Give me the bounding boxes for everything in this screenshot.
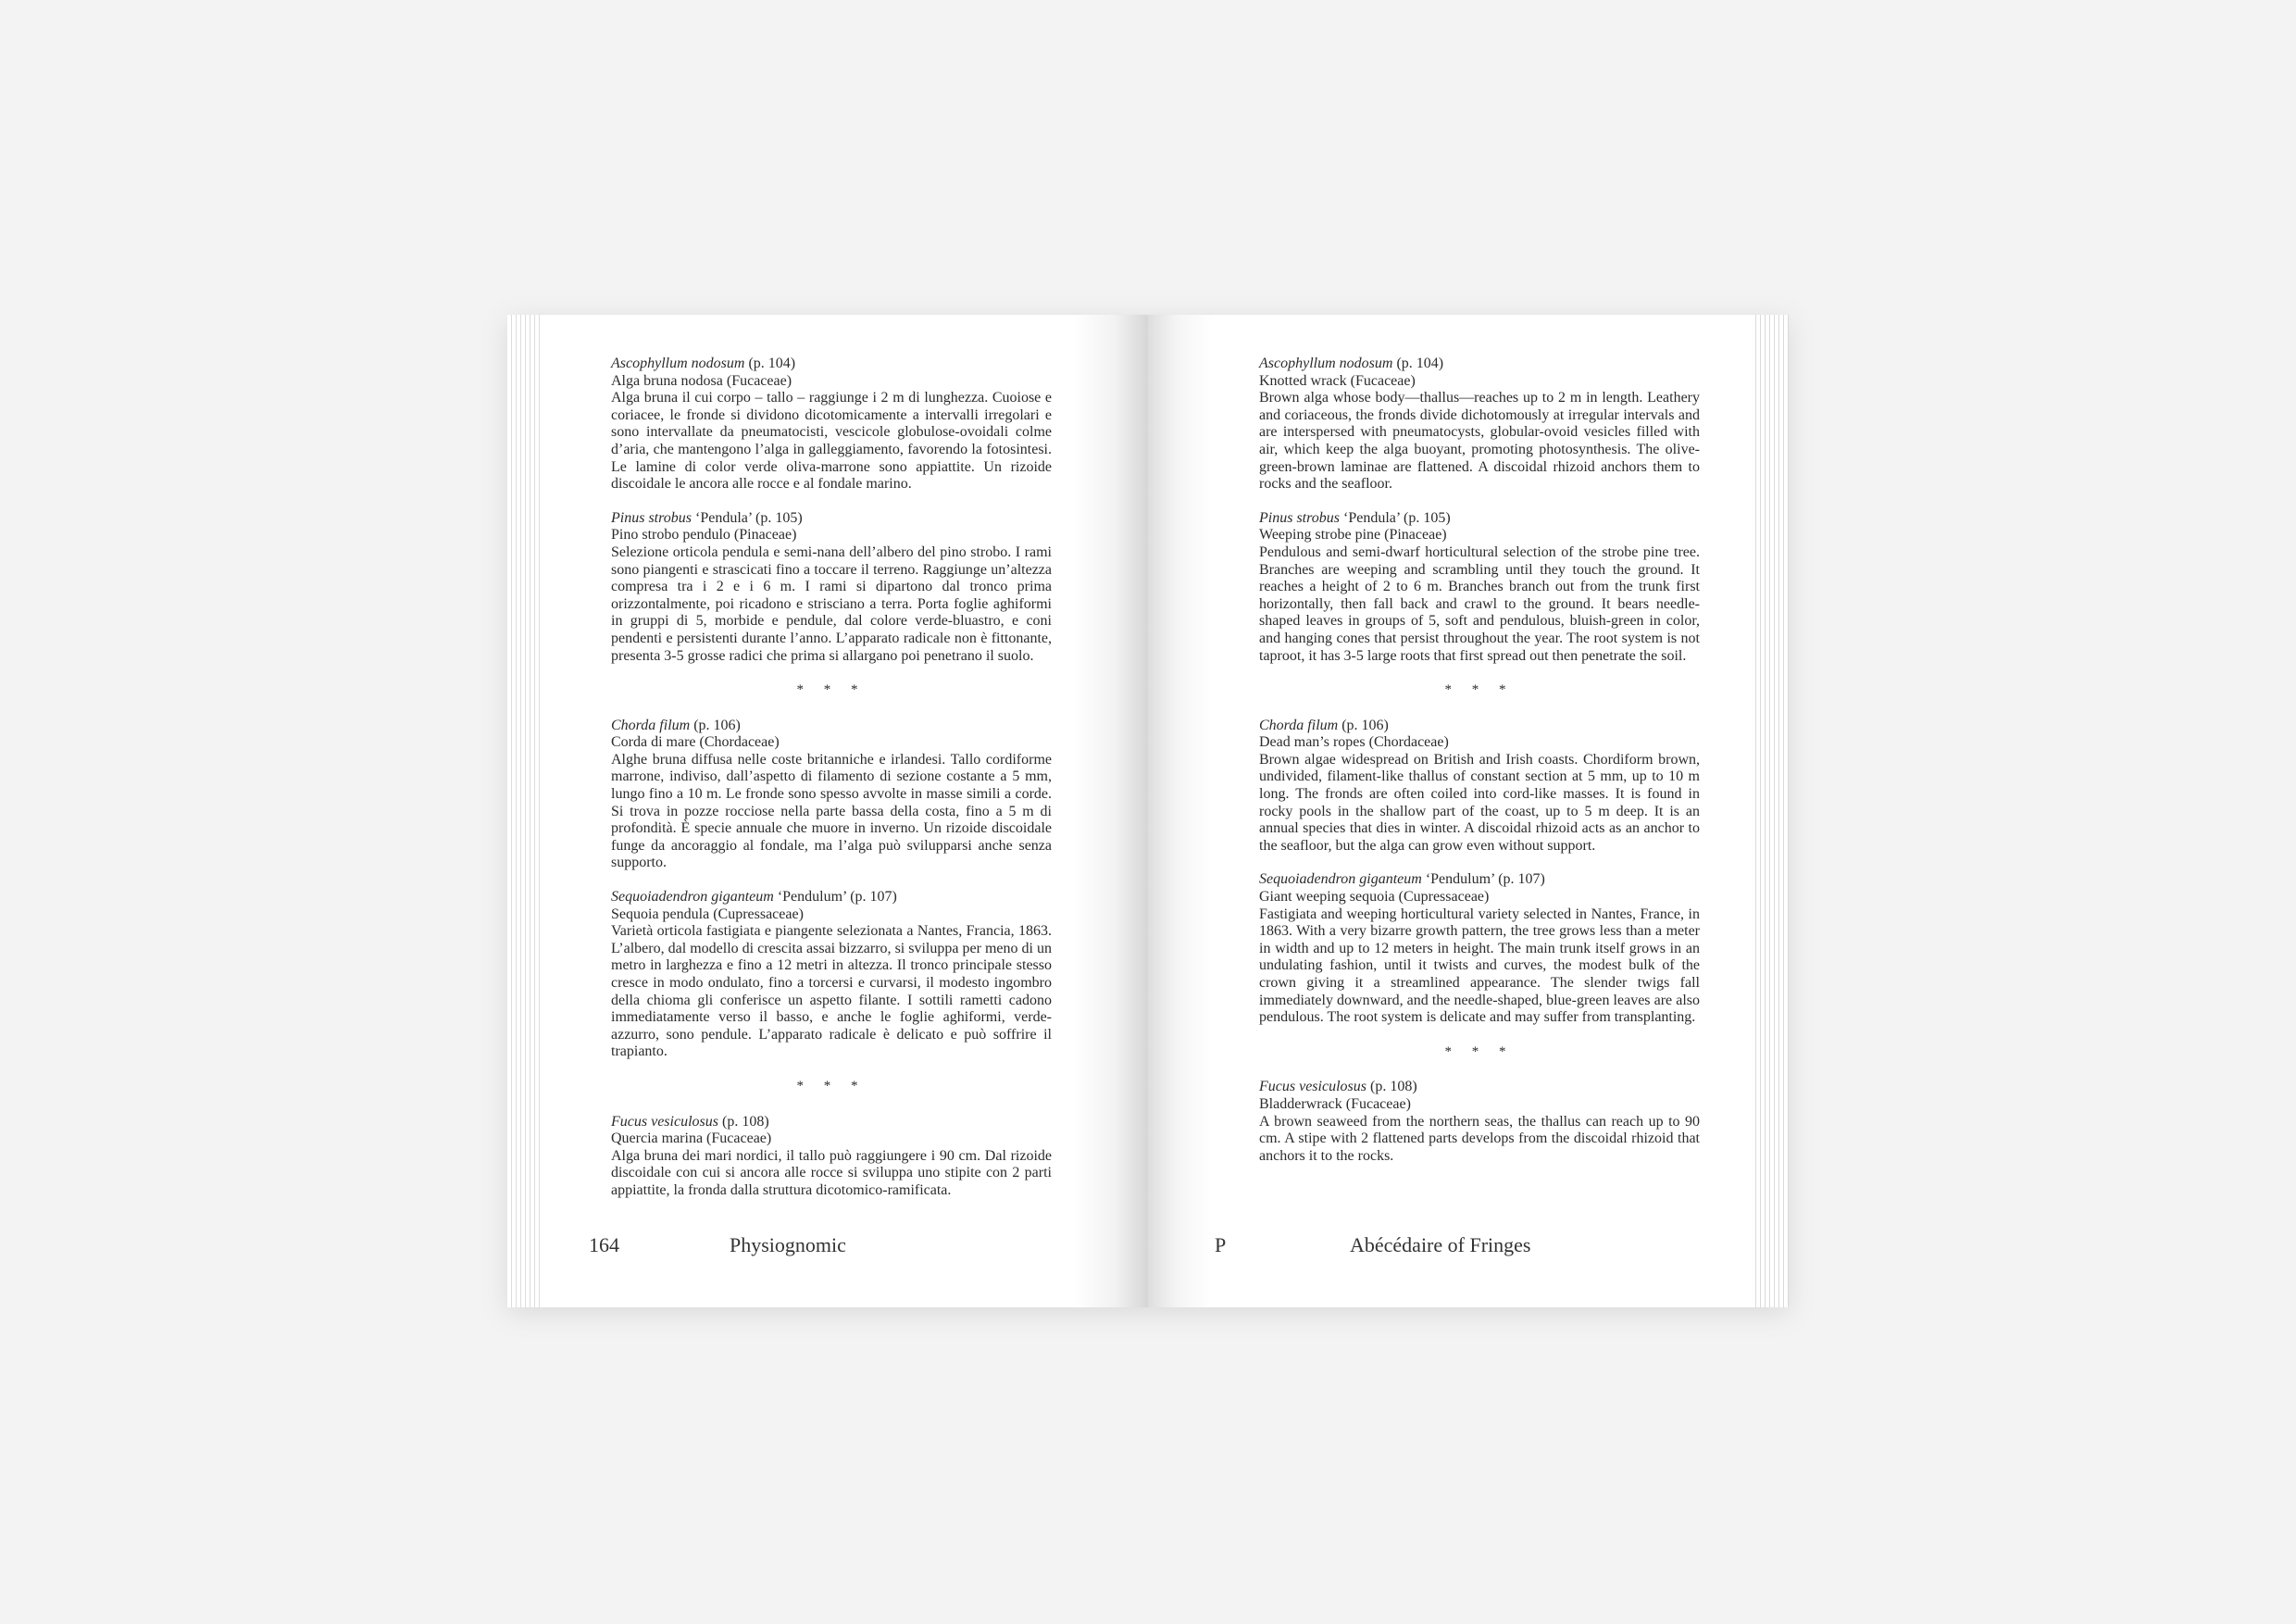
- entry-heading: [1259, 1079, 1700, 1096]
- species-name: Pinus strobus: [611, 509, 692, 526]
- page-reference: ‘Pendula’ (p. 105): [1339, 509, 1451, 526]
- entry-chorda-it: [611, 718, 1052, 872]
- section-separator: * * *: [796, 1078, 867, 1093]
- entry-description: Pendulous and semi-dwarf horticultural selection of the strobe pine tree. Branches are weeping and scrambling until they touch the ground. It reaches a height of 2 to 6 m. Branches branch out from the trunk first horizontally, then fall back and crawl to the ground. It bears needle-shaped leaves in groups of 5, soft and pendulous, bluish-green in color, and hanging cones that persist throughout the year. The root system is not taproot, it has 3-5 large roots that first spread out then penetrate the soil.: [1259, 543, 1700, 664]
- entry-description: Brown alga whose body—thallus—reaches up to 2 m in length. Leathery and coriaceous, the fronds divide dichotomously at irregular intervals and are interspersed with pneumatocysts, globular-ovoid vesicles filled with air, which keep the alga buoyant, promoting photosynthesis. The olive-green-brown laminae are flattened. A discoidal rhizoid anchors them to rocks and the seafloor.: [1259, 390, 1700, 493]
- page-reference: (p. 108): [718, 1113, 769, 1130]
- common-name: Pino strobo pendulo (Pinaceae): [611, 527, 797, 543]
- entry-heading: [611, 889, 1052, 906]
- page-reference: ‘Pendula’ (p. 105): [691, 509, 803, 526]
- page-edges-left: [507, 315, 543, 1307]
- common-name: Weeping strobe pine (Pinaceae): [1259, 527, 1447, 543]
- common-name: Corda di mare (Chordaceae): [611, 734, 780, 751]
- entry-heading: [1259, 871, 1700, 889]
- common-name: Giant weeping sequoia (Cupressaceae): [1259, 889, 1490, 906]
- section-separator: * * *: [1444, 1043, 1515, 1059]
- species-name: Chorda filum: [611, 717, 691, 733]
- section-separator: * * *: [1444, 682, 1515, 698]
- open-book: [507, 315, 1789, 1307]
- page-reference: ‘Pendulum’ (p. 107): [773, 889, 897, 906]
- entry-fucus-en: [1259, 1079, 1700, 1165]
- species-name: Ascophyllum nodosum: [611, 356, 745, 371]
- entry-heading: [611, 356, 1052, 373]
- page-reference: (p. 104): [744, 356, 796, 371]
- entry-pinus-it: [611, 510, 1052, 665]
- common-name: Alga bruna nodosa (Fucaceae): [611, 372, 792, 389]
- entry-heading: [1259, 510, 1700, 528]
- entry-ascophyllum-en: [1259, 356, 1700, 493]
- entry-fucus-it: [611, 1114, 1052, 1200]
- page-letter: P: [1215, 1233, 1227, 1256]
- page-number: 164: [589, 1233, 619, 1256]
- entry-description: Brown algae widespread on British and Irish coasts. Chordiform brown, undivided, filament-like thallus of constant section at 5 mm, up to 10 m long. The fronds are often coiled into cord-like masses. It is found in rocky pools in the shallow part of the coast, up to 5 m deep. It is an annual species that dies in winter. A discoidal rhizoid acts as an anchor to the seafloor, but the alga can grow even without support.: [1259, 751, 1700, 854]
- entry-heading: [611, 510, 1052, 528]
- entry-description: Alga bruna il cui corpo – tallo – raggiunge i 2 m di lunghezza. Cuoiose e coriacee, le fronde si dividono dicotomicamente a intervalli irregolari e sono intervallate da pneumatocisti, vescicole globulose-ovoidali colme d’aria, che mantengono l’alga in galleggiamento, favorendo la fotosintesi. Le lamine di color verde oliva-marrone sono appiattite. Un rizoide discoidale le ancora alle rocce e al fondale marino.: [611, 390, 1052, 493]
- entry-ascophyllum-it: [611, 356, 1052, 493]
- species-name: Pinus strobus: [1259, 509, 1340, 526]
- entry-description: Selezione orticola pendula e semi-nana dell’albero del pino strobo. I rami sono piangenti e strascicati fino a toccare il terreno. Raggiunge un’altezza compresa tra i 2 e i 6 m. I rami si dipartono dal tronco prima orizzontalmente, poi ricadono e strisciano a terra. Porta foglie aghiformi in gruppi di 5, morbide e pendule, dal colore verde-bluastro, e coni pendenti e persistenti durante l’anno. L’apparato radicale non è fittonante, presenta 3-5 grosse radici che prima si allargano poi penetrano il suolo.: [611, 543, 1052, 664]
- entry-description: A brown seaweed from the northern seas, the thallus can reach up to 90 cm. A stipe with 2 flattened parts develops from the discoidal rhizoid that anchors it to the rocks.: [1259, 1113, 1700, 1164]
- entry-description: Alghe bruna diffusa nelle coste britanniche e irlandesi. Tallo cordiforme marrone, indiviso, dall’aspetto di filamento di sezione costante a 5 mm, lungo fino a 10 m. Le fronde sono spesso avvolte in masse simili a corde. Si trova in pozze rocciose nella parte bassa della costa, fino a 5 m di profondità. È specie annuale che muore in inverno. Un rizoide discoidale funge da ancoraggio al fondale, ma l’alga può svilupparsi anche senza supporto.: [611, 751, 1052, 871]
- gutter-shadow-right: [1148, 315, 1213, 1307]
- right-text-block: [1259, 356, 1700, 1181]
- left-text-block: [611, 356, 1052, 1198]
- species-name: Sequoiadendron giganteum: [1259, 871, 1422, 888]
- species-name: Ascophyllum nodosum: [1259, 356, 1393, 371]
- page-edges-right: [1752, 315, 1789, 1307]
- entry-heading: [611, 1114, 1052, 1131]
- entry-sequoia-en: [1259, 871, 1700, 1026]
- section-separator: * * *: [796, 682, 867, 698]
- gutter-shadow-left: [1074, 315, 1148, 1307]
- common-name: Quercia marina (Fucaceae): [611, 1131, 772, 1147]
- page-reference: (p. 106): [690, 717, 741, 733]
- common-name: Bladderwrack (Fucaceae): [1259, 1095, 1411, 1112]
- entry-heading: [1259, 718, 1700, 735]
- species-name: Fucus vesiculosus: [1259, 1079, 1366, 1095]
- entry-heading: [1259, 356, 1700, 373]
- entry-heading: [611, 718, 1052, 735]
- running-title: Abécédaire of Fringes: [1350, 1233, 1531, 1256]
- running-title: Physiognomic: [730, 1233, 846, 1256]
- species-name: Sequoiadendron giganteum: [611, 889, 774, 906]
- entry-description: Alga bruna dei mari nordici, il tallo può raggiungere i 90 cm. Dal rizoide discoidale con cui si ancora alle rocce si sviluppa uno stipite con 2 parti appiattite, la fronda dalla struttura dicotomico-ramificata.: [611, 1147, 1052, 1198]
- page-reference: (p. 104): [1392, 356, 1444, 371]
- common-name: Knotted wrack (Fucaceae): [1259, 372, 1416, 389]
- entry-description: Fastigiata and weeping horticultural variety selected in Nantes, France, in 1863. With a very bizarre growth pattern, the tree grows less than a meter in width and up to 12 meters in height. The main trunk itself grows in an undulating fashion, until it twists and curves, the modest bulk of the crown giving it a streamlined appearance. The slender twigs fall immediately downward, and the needle-shaped, blue-green leaves are also pendulous. The root system is delicate and may suffer from transplanting.: [1259, 906, 1700, 1026]
- page-reference: (p. 106): [1338, 717, 1389, 733]
- common-name: Dead man’s ropes (Chordaceae): [1259, 734, 1449, 751]
- entry-pinus-en: [1259, 510, 1700, 665]
- page-reference: (p. 108): [1366, 1079, 1417, 1095]
- entry-description: Varietà orticola fastigiata e piangente selezionata a Nantes, Francia, 1863. L’albero, dal modello di crescita assai bizzarro, si sviluppa per meno di un metro in larghezza e fino a 12 metri in altezza. Il tronco principale stesso cresce in modo ondulato, fino a torcersi e curvarsi, il modesto ingombro della chioma gli conferisce un aspetto filante. I sottili rametti cadono immediatamente verso il basso, e anche le foglie aghiformi, verde-azzurro, sono pendule. L’apparato radicale è delicato e può soffrire il trapianto.: [611, 923, 1052, 1060]
- entry-chorda-en: [1259, 718, 1700, 856]
- species-name: Chorda filum: [1259, 717, 1339, 733]
- entry-sequoia-it: [611, 889, 1052, 1061]
- right-page: [1148, 315, 1789, 1307]
- species-name: Fucus vesiculosus: [611, 1113, 718, 1130]
- page-reference: ‘Pendulum’ (p. 107): [1421, 871, 1545, 888]
- common-name: Sequoia pendula (Cupressaceae): [611, 906, 804, 922]
- left-page: [507, 315, 1148, 1307]
